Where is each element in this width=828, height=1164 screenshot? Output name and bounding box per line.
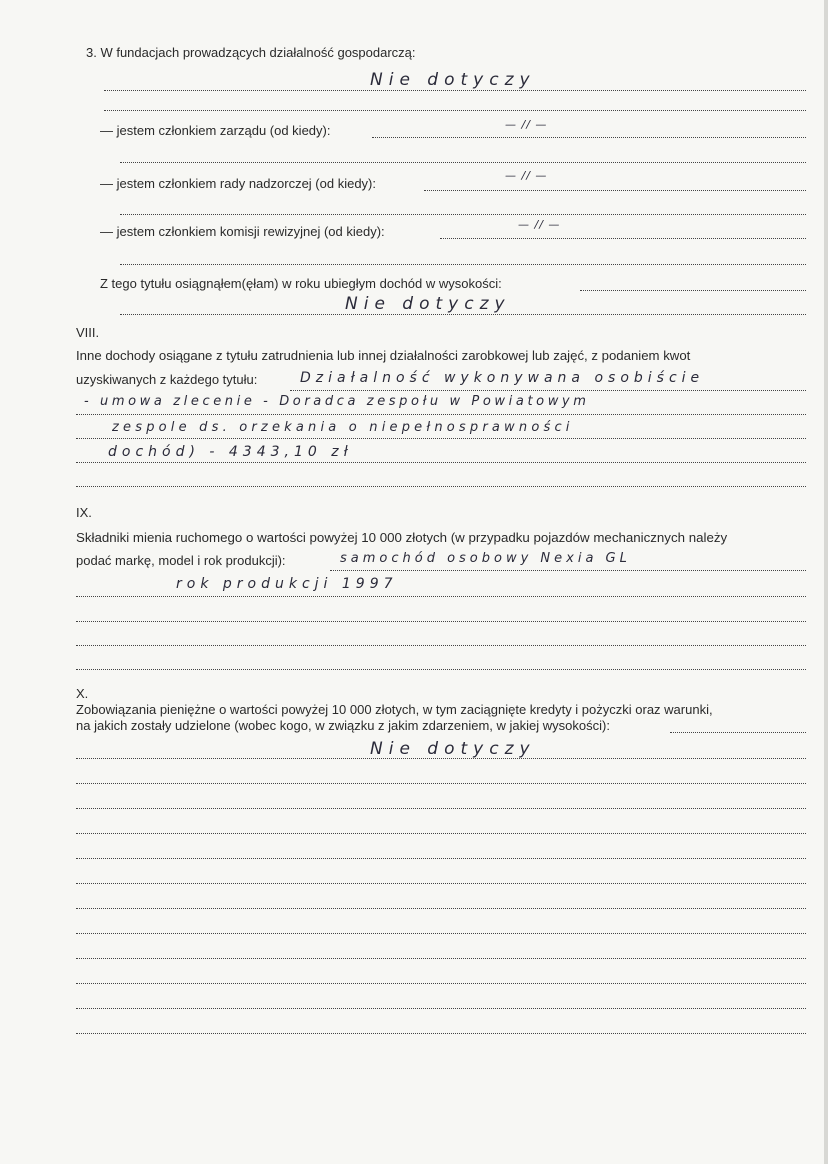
dotted-line — [76, 958, 806, 959]
dotted-line — [76, 858, 806, 859]
section8-answer-line2: - umowa zlecenie - Doradca zespołu w Powiatowym — [84, 394, 590, 409]
section10-text-line1: Zobowiązania pieniężne o wartości powyżej 10 000 złotych, w tym zaciągnięte kredyty i pożyczki oraz warunki, — [76, 702, 713, 717]
audit-answer: — // — — [518, 218, 561, 231]
dotted-line — [76, 414, 806, 415]
section8-number: VIII. — [76, 325, 100, 340]
dotted-line — [76, 808, 806, 809]
dotted-line — [104, 90, 806, 91]
dotted-line — [76, 669, 806, 670]
section3-heading: 3. W fundacjach prowadzących działalność gospodarczą: — [86, 45, 416, 60]
dotted-line — [424, 190, 806, 191]
dotted-line — [120, 214, 806, 215]
dotted-line — [372, 137, 806, 138]
dotted-line — [580, 290, 806, 291]
dotted-line — [290, 390, 806, 391]
dotted-line — [76, 883, 806, 884]
section3-answer: Nie dotyczy — [370, 70, 536, 90]
dotted-line — [440, 238, 806, 239]
board-member-answer: — // — — [505, 118, 548, 131]
section8-answer-line1: Działalność wykonywana osobiście — [300, 370, 705, 386]
supervisory-label: — jestem członkiem rady nadzorczej (od kiedy): — [100, 176, 376, 191]
board-member-label: — jestem członkiem zarządu (od kiedy): — [100, 123, 331, 138]
dotted-line — [76, 645, 806, 646]
dotted-line — [76, 908, 806, 909]
audit-label: — jestem członkiem komisji rewizyjnej (od kiedy): — [100, 224, 385, 239]
section9-answer-line2: rok produkcji 1997 — [176, 576, 398, 592]
dotted-line — [120, 162, 806, 163]
section10-number: X. — [76, 686, 89, 701]
supervisory-answer: — // — — [505, 169, 548, 182]
dotted-line — [330, 570, 806, 571]
scan-edge — [824, 0, 828, 1164]
dotted-line — [76, 486, 806, 487]
dotted-line — [120, 264, 806, 265]
dotted-line — [76, 933, 806, 934]
dotted-line — [76, 983, 806, 984]
section9-number: IX. — [76, 505, 92, 520]
section9-text-line2: podać markę, model i rok produkcji): — [76, 553, 286, 568]
dotted-line — [76, 833, 806, 834]
dotted-line — [76, 438, 806, 439]
dotted-line — [76, 462, 806, 463]
dotted-line — [76, 596, 806, 597]
section8-answer-line3: zespole ds. orzekania o niepełnosprawności — [112, 420, 574, 435]
dotted-line — [76, 1008, 806, 1009]
section10-text-line2: na jakich zostały udzielone (wobec kogo, w związku z jakim zdarzeniem, w jakiej wysokości): — [76, 718, 610, 733]
section10-answer: Nie dotyczy — [370, 739, 536, 759]
dotted-line — [670, 732, 806, 733]
income-label: Z tego tytułu osiągnąłem(ęłam) w roku ubiegłym dochód w wysokości: — [100, 276, 502, 291]
section9-answer-line1: samochód osobowy Nexia GL — [340, 551, 631, 566]
dotted-line — [104, 110, 806, 111]
dotted-line — [76, 758, 806, 759]
dotted-line — [120, 314, 806, 315]
section9-text-line1: Składniki mienia ruchomego o wartości powyżej 10 000 złotych (w przypadku pojazdów mechanicznych należy — [76, 530, 728, 545]
section8-text-line1: Inne dochody osiągane z tytułu zatrudnienia lub innej działalności zarobkowej lub zajęć, z podaniem kwot — [76, 348, 691, 363]
dotted-line — [76, 621, 806, 622]
income-answer: Nie dotyczy — [345, 294, 511, 314]
dotted-line — [76, 1033, 806, 1034]
section8-text-line2: uzyskiwanych z każdego tytułu: — [76, 372, 258, 387]
dotted-line — [76, 783, 806, 784]
section8-answer-line4: dochód) - 4343,10 zł — [108, 444, 353, 460]
